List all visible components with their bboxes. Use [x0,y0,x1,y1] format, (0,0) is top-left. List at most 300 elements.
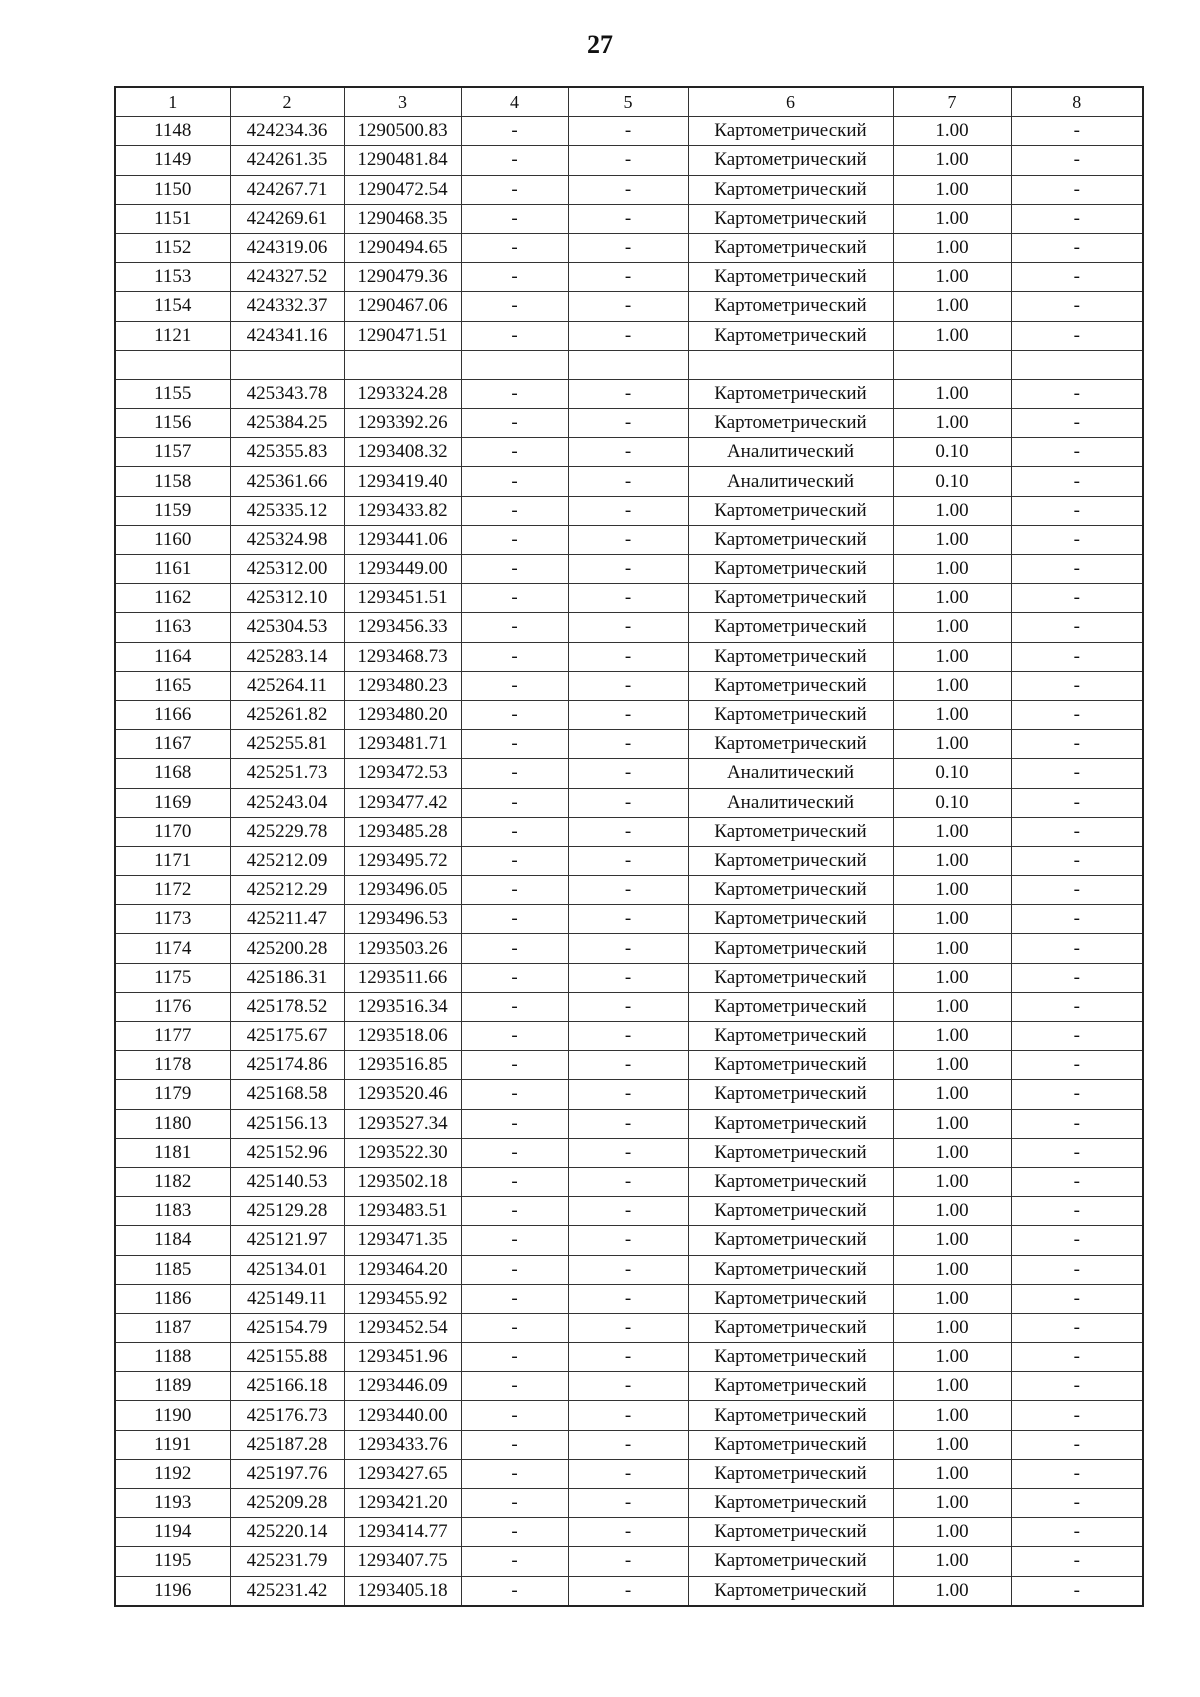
col4-cell: - [461,642,568,671]
method-cell: Картометрический [688,1343,893,1372]
col8-cell: - [1011,1138,1143,1167]
y-coordinate-cell: 1293433.76 [344,1430,461,1459]
y-coordinate-cell: 1293516.34 [344,992,461,1021]
point-number-cell: 1191 [115,1430,230,1459]
x-coordinate-cell: 425229.78 [230,817,344,846]
col8-cell: - [1011,1489,1143,1518]
accuracy-cell: 1.00 [893,1255,1011,1284]
point-number-cell: 1183 [115,1197,230,1226]
table-row [115,759,1143,788]
col4-cell: - [461,1022,568,1051]
col5-cell: - [568,525,688,554]
method-cell: Картометрический [688,1489,893,1518]
point-number-cell: 1154 [115,292,230,321]
method-cell: Картометрический [688,1459,893,1488]
col4-cell: - [461,1226,568,1255]
col4-cell: - [461,263,568,292]
col8-cell: - [1011,1167,1143,1196]
x-coordinate-cell: 425261.82 [230,700,344,729]
accuracy-cell: 1.00 [893,905,1011,934]
table-row [115,146,1143,175]
accuracy-cell: 1.00 [893,1576,1011,1606]
table-row [115,1547,1143,1576]
y-coordinate-cell: 1293496.53 [344,905,461,934]
col5-cell: - [568,409,688,438]
col5-cell: - [568,204,688,233]
col5-cell: - [568,146,688,175]
point-number-cell: 1156 [115,409,230,438]
col8-cell: - [1011,1459,1143,1488]
method-cell: Аналитический [688,759,893,788]
col4-cell: - [461,379,568,408]
table-row [115,350,1143,379]
table-row [115,1197,1143,1226]
accuracy-cell: 1.00 [893,1343,1011,1372]
method-cell: Аналитический [688,467,893,496]
table-row [115,1518,1143,1547]
col4-cell: - [461,204,568,233]
table-row [115,1226,1143,1255]
method-cell: Картометрический [688,1022,893,1051]
col8-cell: - [1011,438,1143,467]
accuracy-cell: 1.00 [893,292,1011,321]
col5-cell: - [568,233,688,262]
col4-cell: - [461,1284,568,1313]
method-cell: Картометрический [688,584,893,613]
col4-cell: - [461,1138,568,1167]
col8-cell: - [1011,409,1143,438]
method-cell: Картометрический [688,1051,893,1080]
point-number-cell: 1169 [115,788,230,817]
table-row [115,321,1143,350]
point-number-cell: 1150 [115,175,230,204]
y-coordinate-cell [344,350,461,379]
x-coordinate-cell: 425140.53 [230,1167,344,1196]
x-coordinate-cell: 425176.73 [230,1401,344,1430]
method-cell: Картометрический [688,905,893,934]
col4-cell: - [461,671,568,700]
method-cell: Картометрический [688,175,893,204]
point-number-cell: 1185 [115,1255,230,1284]
accuracy-cell: 1.00 [893,379,1011,408]
method-cell: Картометрический [688,992,893,1021]
x-coordinate-cell: 424261.35 [230,146,344,175]
method-cell: Картометрический [688,1401,893,1430]
table-row [115,817,1143,846]
point-number-cell: 1161 [115,555,230,584]
table-row [115,1284,1143,1313]
table-row [115,1313,1143,1342]
point-number-cell: 1176 [115,992,230,1021]
method-cell: Картометрический [688,1518,893,1547]
accuracy-cell: 1.00 [893,1284,1011,1313]
table-row [115,1167,1143,1196]
col5-cell: - [568,1518,688,1547]
col4-cell: - [461,1547,568,1576]
accuracy-cell: 1.00 [893,642,1011,671]
accuracy-cell: 1.00 [893,233,1011,262]
point-number-cell: 1189 [115,1372,230,1401]
col8-cell: - [1011,525,1143,554]
col5-cell: - [568,1284,688,1313]
point-number-cell: 1184 [115,1226,230,1255]
col4-cell: - [461,409,568,438]
col8-cell: - [1011,1226,1143,1255]
col5-cell: - [568,642,688,671]
x-coordinate-cell: 425134.01 [230,1255,344,1284]
y-coordinate-cell: 1293427.65 [344,1459,461,1488]
table-row [115,1138,1143,1167]
col4-cell: - [461,175,568,204]
col8-cell: - [1011,1197,1143,1226]
table-body [115,87,1143,1606]
x-coordinate-cell: 425200.28 [230,934,344,963]
accuracy-cell: 0.10 [893,438,1011,467]
y-coordinate-cell: 1293516.85 [344,1051,461,1080]
y-coordinate-cell: 1293419.40 [344,467,461,496]
x-coordinate-cell: 425304.53 [230,613,344,642]
col4-cell: - [461,438,568,467]
accuracy-cell: 1.00 [893,992,1011,1021]
table-row [115,1430,1143,1459]
point-number-cell: 1157 [115,438,230,467]
accuracy-cell: 0.10 [893,759,1011,788]
column-header: 3 [344,87,461,117]
accuracy-cell: 1.00 [893,496,1011,525]
method-cell: Картометрический [688,613,893,642]
table-row [115,642,1143,671]
point-number-cell: 1178 [115,1051,230,1080]
col5-cell [568,350,688,379]
column-header: 2 [230,87,344,117]
accuracy-cell: 1.00 [893,1489,1011,1518]
col5-cell: - [568,175,688,204]
col8-cell: - [1011,642,1143,671]
page-number: 27 [587,30,613,59]
y-coordinate-cell: 1293324.28 [344,379,461,408]
x-coordinate-cell: 425152.96 [230,1138,344,1167]
table-row [115,496,1143,525]
col4-cell: - [461,700,568,729]
table-row [115,1343,1143,1372]
method-cell: Картометрический [688,700,893,729]
col8-cell: - [1011,1080,1143,1109]
col5-cell: - [568,467,688,496]
accuracy-cell: 1.00 [893,321,1011,350]
accuracy-cell: 1.00 [893,1080,1011,1109]
point-number-cell: 1164 [115,642,230,671]
coordinates-table [114,86,1144,1607]
method-cell: Картометрический [688,379,893,408]
col8-cell: - [1011,321,1143,350]
col4-cell: - [461,846,568,875]
col4-cell: - [461,496,568,525]
x-coordinate-cell: 425175.67 [230,1022,344,1051]
x-coordinate-cell: 425231.79 [230,1547,344,1576]
x-coordinate-cell: 425154.79 [230,1313,344,1342]
y-coordinate-cell: 1293441.06 [344,525,461,554]
col5-cell: - [568,1197,688,1226]
col8-cell: - [1011,1284,1143,1313]
x-coordinate-cell: 425384.25 [230,409,344,438]
col5-cell: - [568,379,688,408]
col4-cell: - [461,613,568,642]
point-number-cell: 1158 [115,467,230,496]
col8-cell: - [1011,730,1143,759]
table-row [115,1051,1143,1080]
col8-cell: - [1011,1547,1143,1576]
y-coordinate-cell: 1293449.00 [344,555,461,584]
point-number-cell: 1172 [115,876,230,905]
y-coordinate-cell: 1293496.05 [344,876,461,905]
col4-cell: - [461,934,568,963]
table-row [115,700,1143,729]
y-coordinate-cell: 1293511.66 [344,963,461,992]
col5-cell: - [568,438,688,467]
x-coordinate-cell: 425212.29 [230,876,344,905]
accuracy-cell: 1.00 [893,1051,1011,1080]
col8-cell: - [1011,788,1143,817]
method-cell: Картометрический [688,876,893,905]
col4-cell: - [461,467,568,496]
accuracy-cell: 1.00 [893,846,1011,875]
point-number-cell: 1195 [115,1547,230,1576]
table-row [115,730,1143,759]
method-cell: Картометрический [688,963,893,992]
method-cell: Картометрический [688,292,893,321]
col4-cell: - [461,1518,568,1547]
col8-cell: - [1011,379,1143,408]
col4-cell: - [461,1576,568,1606]
point-number-cell: 1181 [115,1138,230,1167]
y-coordinate-cell: 1290467.06 [344,292,461,321]
accuracy-cell: 1.00 [893,1313,1011,1342]
table-row [115,1022,1143,1051]
col8-cell [1011,350,1143,379]
y-coordinate-cell: 1293451.51 [344,584,461,613]
x-coordinate-cell: 425355.83 [230,438,344,467]
col5-cell: - [568,292,688,321]
accuracy-cell: 1.00 [893,700,1011,729]
table-row [115,1489,1143,1518]
table-row [115,438,1143,467]
x-coordinate-cell: 425264.11 [230,671,344,700]
y-coordinate-cell: 1293522.30 [344,1138,461,1167]
accuracy-cell: 1.00 [893,934,1011,963]
point-number-cell: 1159 [115,496,230,525]
accuracy-cell: 0.10 [893,788,1011,817]
table-row [115,525,1143,554]
column-header: 1 [115,87,230,117]
accuracy-cell: 1.00 [893,963,1011,992]
method-cell: Картометрический [688,321,893,350]
col8-cell: - [1011,905,1143,934]
x-coordinate-cell [230,350,344,379]
accuracy-cell: 1.00 [893,1518,1011,1547]
accuracy-cell: 1.00 [893,555,1011,584]
table-row [115,876,1143,905]
y-coordinate-cell: 1290481.84 [344,146,461,175]
table-row [115,409,1143,438]
point-number-cell [115,350,230,379]
y-coordinate-cell: 1293502.18 [344,1167,461,1196]
col8-cell: - [1011,467,1143,496]
point-number-cell: 1192 [115,1459,230,1488]
table-row [115,613,1143,642]
accuracy-cell: 1.00 [893,1109,1011,1138]
y-coordinate-cell: 1293471.35 [344,1226,461,1255]
method-cell: Картометрический [688,817,893,846]
table-row [115,292,1143,321]
col5-cell: - [568,1051,688,1080]
method-cell: Картометрический [688,1284,893,1313]
x-coordinate-cell: 425129.28 [230,1197,344,1226]
method-cell: Картометрический [688,1313,893,1342]
col4-cell: - [461,555,568,584]
x-coordinate-cell: 425187.28 [230,1430,344,1459]
y-coordinate-cell: 1293456.33 [344,613,461,642]
column-header: 6 [688,87,893,117]
col4-cell: - [461,1459,568,1488]
col5-cell: - [568,613,688,642]
point-number-cell: 1167 [115,730,230,759]
col5-cell: - [568,1138,688,1167]
method-cell: Картометрический [688,233,893,262]
col8-cell: - [1011,700,1143,729]
column-header: 8 [1011,87,1143,117]
col5-cell: - [568,584,688,613]
col5-cell: - [568,1343,688,1372]
point-number-cell: 1182 [115,1167,230,1196]
accuracy-cell: 1.00 [893,1167,1011,1196]
col8-cell: - [1011,233,1143,262]
method-cell: Картометрический [688,146,893,175]
y-coordinate-cell: 1293518.06 [344,1022,461,1051]
accuracy-cell: 1.00 [893,175,1011,204]
col5-cell: - [568,1226,688,1255]
col5-cell: - [568,1401,688,1430]
method-cell: Аналитический [688,788,893,817]
point-number-cell: 1193 [115,1489,230,1518]
col4-cell: - [461,233,568,262]
y-coordinate-cell: 1293455.92 [344,1284,461,1313]
col5-cell: - [568,496,688,525]
y-coordinate-cell: 1293452.54 [344,1313,461,1342]
col4-cell: - [461,876,568,905]
x-coordinate-cell: 425361.66 [230,467,344,496]
point-number-cell: 1188 [115,1343,230,1372]
col4-cell [461,350,568,379]
col5-cell: - [568,1255,688,1284]
method-cell: Картометрический [688,1547,893,1576]
table-row [115,584,1143,613]
table-row [115,671,1143,700]
point-number-cell: 1170 [115,817,230,846]
method-cell: Картометрический [688,1109,893,1138]
table-row [115,905,1143,934]
accuracy-cell: 1.00 [893,1197,1011,1226]
col4-cell: - [461,1109,568,1138]
col4-cell: - [461,759,568,788]
y-coordinate-cell: 1290472.54 [344,175,461,204]
y-coordinate-cell: 1293495.72 [344,846,461,875]
method-cell: Картометрический [688,1138,893,1167]
y-coordinate-cell: 1293527.34 [344,1109,461,1138]
accuracy-cell: 1.00 [893,1226,1011,1255]
accuracy-cell: 1.00 [893,876,1011,905]
accuracy-cell: 1.00 [893,204,1011,233]
col4-cell: - [461,117,568,146]
x-coordinate-cell: 425174.86 [230,1051,344,1080]
x-coordinate-cell: 424327.52 [230,263,344,292]
method-cell: Картометрический [688,642,893,671]
method-cell: Картометрический [688,117,893,146]
column-header: 5 [568,87,688,117]
col5-cell: - [568,817,688,846]
y-coordinate-cell: 1293468.73 [344,642,461,671]
col8-cell: - [1011,1518,1143,1547]
method-cell: Картометрический [688,555,893,584]
table-row [115,233,1143,262]
method-cell: Картометрический [688,1080,893,1109]
point-number-cell: 1152 [115,233,230,262]
table-row [115,117,1143,146]
method-cell: Картометрический [688,1430,893,1459]
method-cell: Картометрический [688,1372,893,1401]
y-coordinate-cell: 1293503.26 [344,934,461,963]
col5-cell: - [568,700,688,729]
y-coordinate-cell: 1290471.51 [344,321,461,350]
point-number-cell: 1163 [115,613,230,642]
y-coordinate-cell: 1293480.20 [344,700,461,729]
accuracy-cell: 0.10 [893,467,1011,496]
accuracy-cell: 1.00 [893,671,1011,700]
table-row [115,263,1143,292]
accuracy-cell: 1.00 [893,1022,1011,1051]
y-coordinate-cell: 1293446.09 [344,1372,461,1401]
column-header: 7 [893,87,1011,117]
point-number-cell: 1155 [115,379,230,408]
point-number-cell: 1171 [115,846,230,875]
method-cell: Картометрический [688,1167,893,1196]
col8-cell: - [1011,613,1143,642]
col8-cell: - [1011,876,1143,905]
col8-cell: - [1011,1255,1143,1284]
col5-cell: - [568,321,688,350]
col8-cell: - [1011,817,1143,846]
table-row [115,467,1143,496]
col5-cell: - [568,1372,688,1401]
col4-cell: - [461,1051,568,1080]
col8-cell: - [1011,175,1143,204]
col4-cell: - [461,584,568,613]
accuracy-cell: 1.00 [893,1138,1011,1167]
y-coordinate-cell: 1293451.96 [344,1343,461,1372]
accuracy-cell: 1.00 [893,584,1011,613]
method-cell: Картометрический [688,1576,893,1606]
col4-cell: - [461,905,568,934]
col5-cell: - [568,788,688,817]
y-coordinate-cell: 1293520.46 [344,1080,461,1109]
col5-cell: - [568,759,688,788]
method-cell: Картометрический [688,934,893,963]
point-number-cell: 1165 [115,671,230,700]
x-coordinate-cell: 424269.61 [230,204,344,233]
x-coordinate-cell: 425312.00 [230,555,344,584]
x-coordinate-cell: 425220.14 [230,1518,344,1547]
method-cell: Картометрический [688,1226,893,1255]
y-coordinate-cell: 1293472.53 [344,759,461,788]
